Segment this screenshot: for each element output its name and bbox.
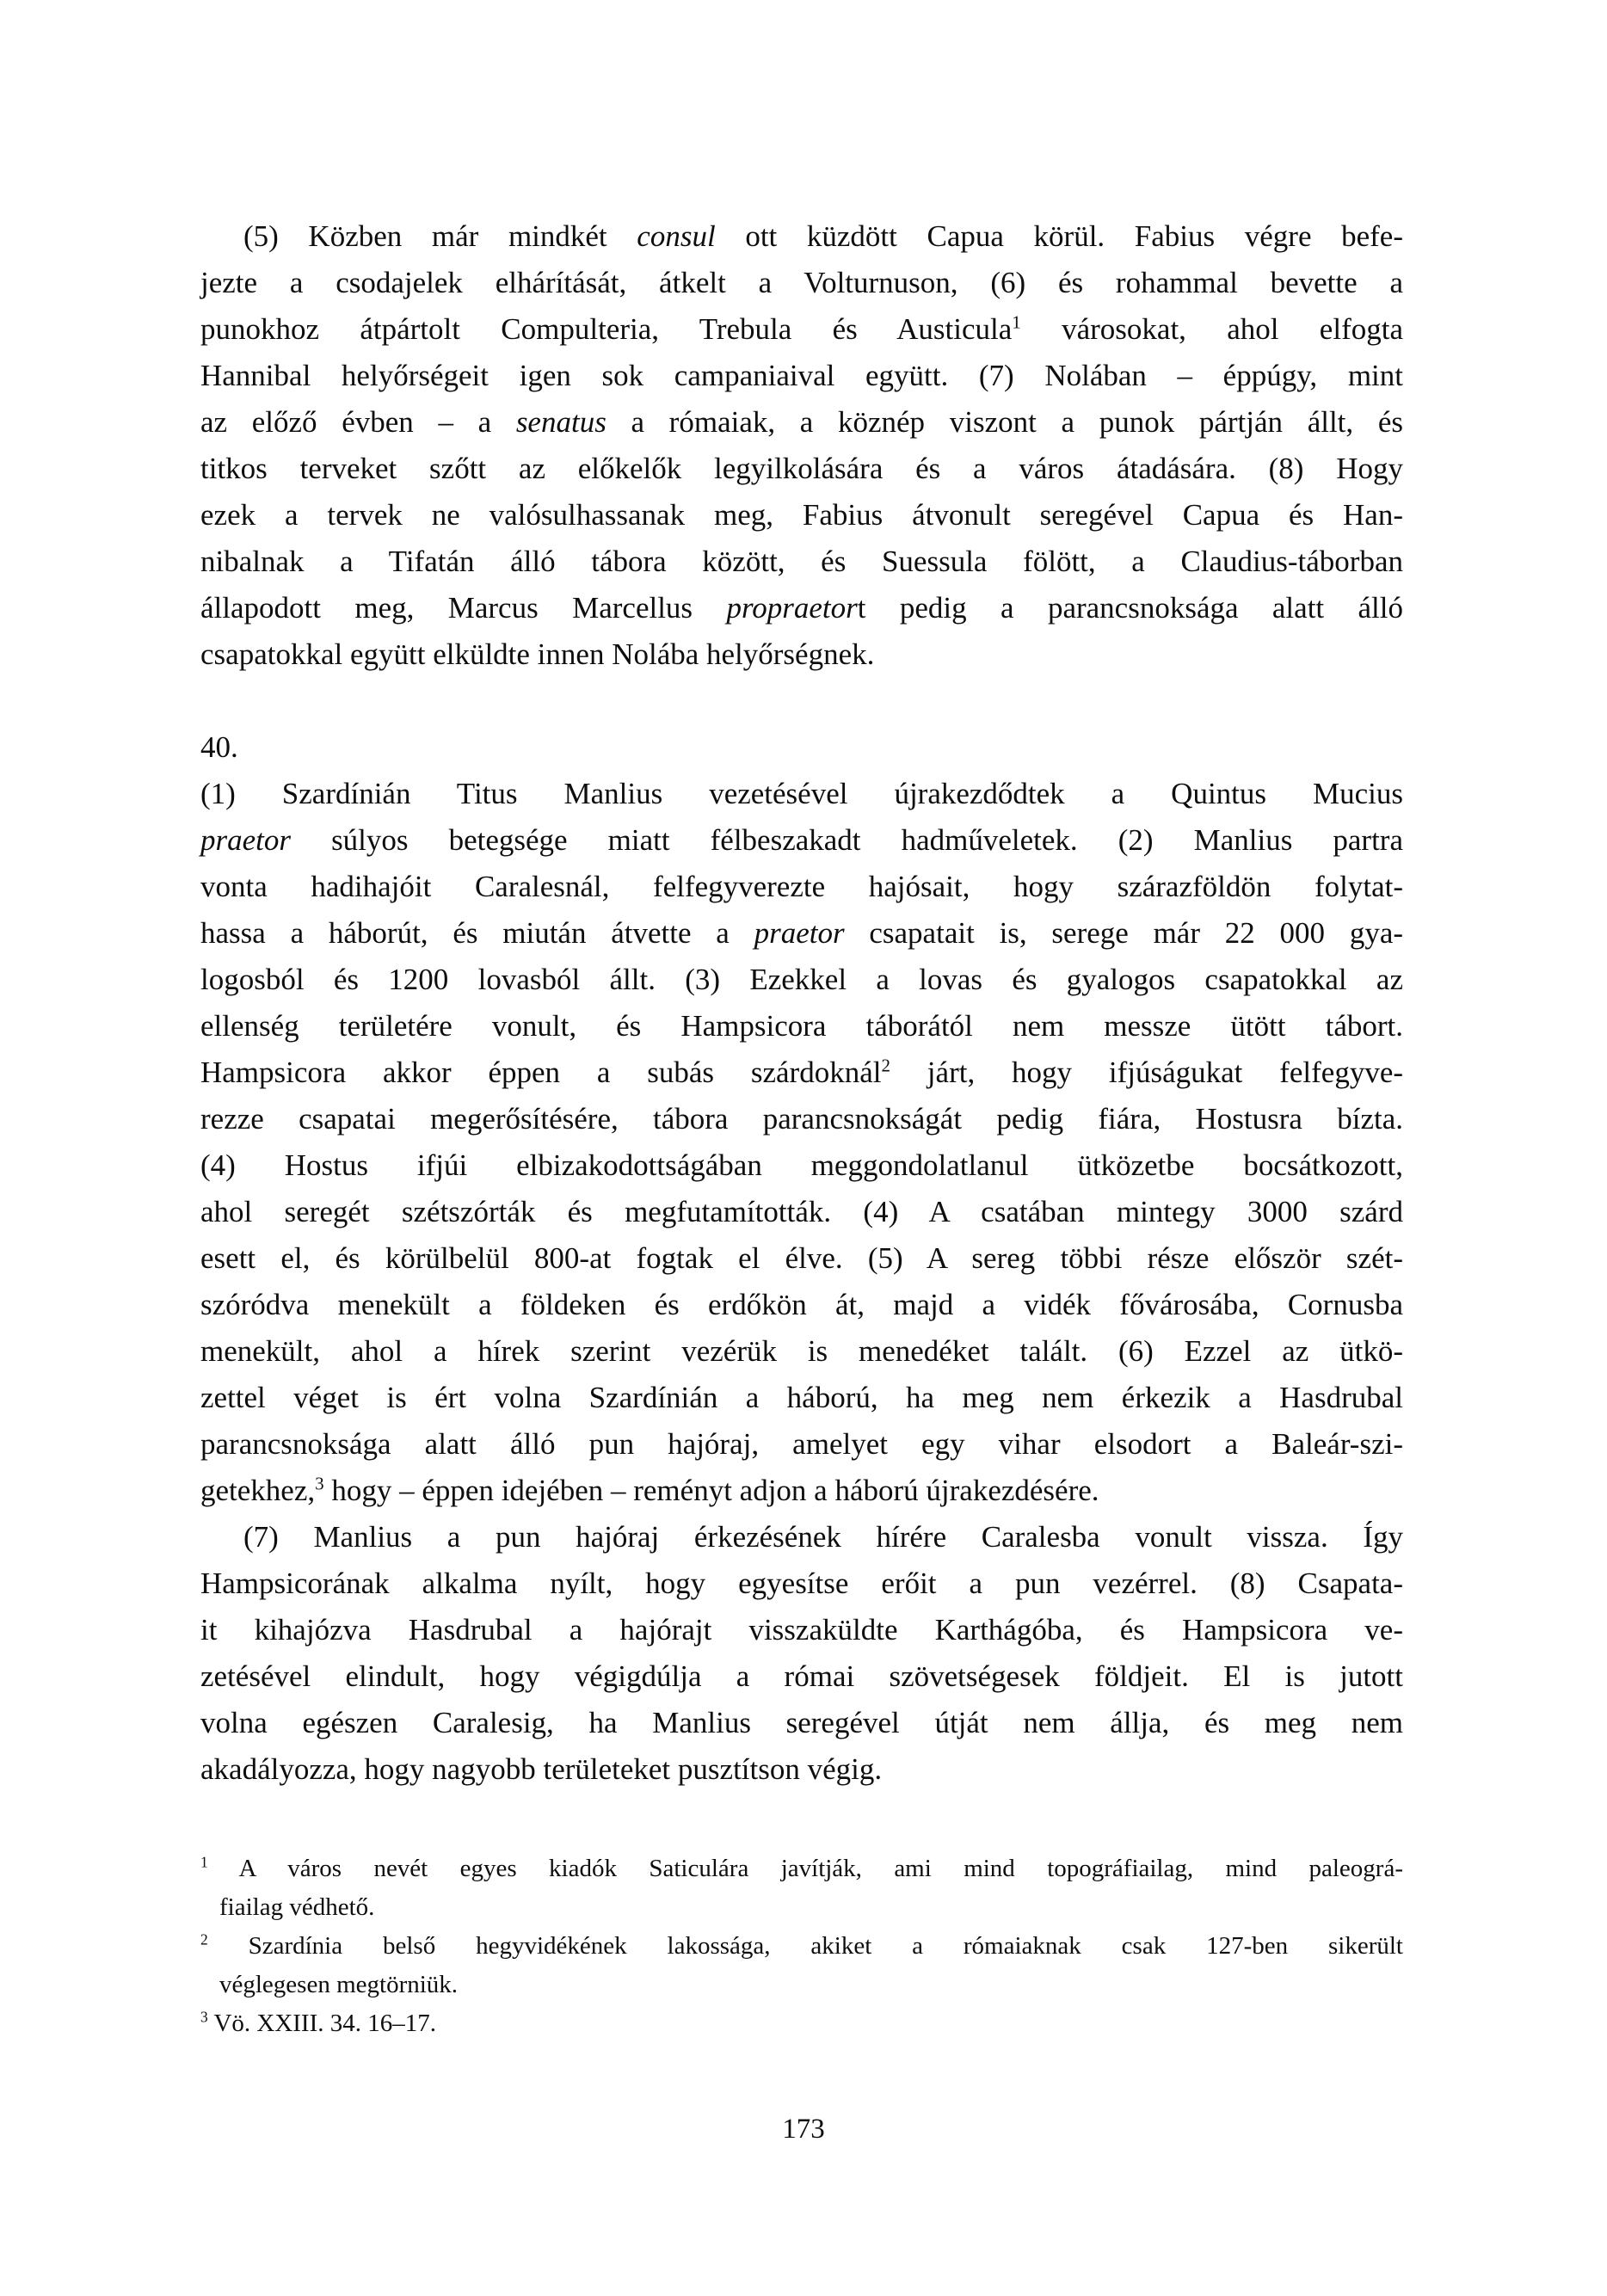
text-line <box>200 1003 1403 1050</box>
text-line <box>200 399 1403 446</box>
footnote: $^3$ Vö. XXIII. 34. 16–17. <box>200 2008 436 2037</box>
footnote-reference: 2 <box>881 1055 890 1076</box>
footnote: $^1$ A város nevét egyes kiadók Saticulára javítják, ami mind topográfiailag, mind paleográ- <box>200 1853 1403 1882</box>
text-line <box>200 631 1403 678</box>
text-line <box>200 1468 1403 1514</box>
text-line <box>200 1142 1403 1189</box>
text-run: vonta hadihajóit Caralesnál, felfegyverezte hajósait, hogy szárazföldön folytat- <box>200 870 1403 903</box>
footnote-marker: 2 <box>200 1930 208 1948</box>
text-run: ellenség területére vonult, és Hampsicora táborától nem messze ütött tábort. <box>200 1009 1403 1043</box>
text-line <box>200 1653 1403 1700</box>
text-line <box>200 1607 1403 1653</box>
latin-term: praetor <box>754 916 845 950</box>
text-run: t pedig a parancsnoksága alatt álló <box>857 591 1404 625</box>
footnote-continuation: fiailag védhető. <box>219 1893 375 1921</box>
text-line <box>200 260 1403 306</box>
text-run: rezze csapatai megerősítésére, tábora parancsnokságát pedig fiára, Hostusra bízta. <box>200 1102 1403 1136</box>
text-run: állapodott meg, Marcus Marcellus <box>200 591 727 625</box>
text-line <box>200 1282 1403 1328</box>
latin-term: propraetor <box>726 591 858 625</box>
text-run: hassa a háborút, és miután átvette a <box>200 916 754 950</box>
text-line <box>200 817 1403 864</box>
text-line <box>200 213 1403 260</box>
text-run: punokhoz átpártolt Compulteria, Trebula és Austicula <box>200 312 1013 346</box>
text-line <box>200 353 1403 399</box>
text-run: (4) Hostus ifjúi elbizakodottságában meggondolatlanul ütközetbe bocsátkozott, <box>200 1148 1403 1182</box>
text-line <box>200 1421 1403 1468</box>
text-run: (5) Közben már mindkét <box>243 219 637 253</box>
text-run: ahol seregét szétszórták és megfutamították. (4) A csatában mintegy 3000 szárd <box>200 1195 1403 1228</box>
text-run: nibalnak a Tifatán álló tábora között, és Suessula fölött, a Claudius-táborban <box>200 545 1403 578</box>
text-run: Hannibal helyőrségeit igen sok campaniaival együtt. (7) Nolában – éppúgy, mint <box>200 359 1403 392</box>
text-run: hogy – éppen idejében – reményt adjon a háború újrakezdésére. <box>323 1474 1099 1507</box>
text-run: csapatait is, serege már 22 000 gya- <box>844 916 1404 950</box>
text-run: logosból és 1200 lovasból állt. (3) Ezekkel a lovas és gyalogos csapatokkal az <box>200 963 1403 996</box>
text-line <box>200 1375 1403 1421</box>
footnote: $^2$ Szardínia belső hegyvidékének lakossága, akiket a rómaiaknak csak 127-ben sikerült <box>200 1930 1403 1960</box>
footnote-reference: 3 <box>315 1473 324 1494</box>
text-line <box>200 1746 1403 1793</box>
text-run: ott küzdött Capua körül. Fabius végre befe- <box>715 219 1403 253</box>
text-line <box>200 306 1403 353</box>
text-run: (7) Manlius a pun hajóraj érkezésének hírére Caralesba vonult vissza. Így <box>243 1520 1403 1554</box>
footnotes-block <box>200 1850 1403 2043</box>
text-run: esett el, és körülbelül 800-at fogtak el élve. (5) A sereg többi része először szét- <box>200 1241 1403 1275</box>
footnote-continuation: véglegesen megtörniük. <box>219 1971 459 1998</box>
text-run: városokat, ahol elfogta <box>1020 312 1403 346</box>
text-line <box>200 1050 1403 1096</box>
text-line <box>200 1514 1403 1560</box>
paragraph-chapter-40-second <box>200 1514 1403 1793</box>
text-run: it kihajózva Hasdrubal a hajórajt visszaküldte Karthágóba, és Hampsicora ve- <box>200 1613 1403 1647</box>
footnote-marker: 3 <box>200 2008 208 2026</box>
text-line <box>200 446 1403 492</box>
text-line <box>200 957 1403 1003</box>
text-run: a rómaiak, a köznép viszont a punok pártján állt, és <box>606 405 1403 439</box>
footnote-reference: 1 <box>1012 311 1021 333</box>
text-run: az előző évben – a <box>200 405 516 439</box>
text-line <box>200 1096 1403 1142</box>
text-run: menekült, ahol a hírek szerint vezérük is menedéket talált. (6) Ezzel az ütkö- <box>200 1334 1403 1368</box>
latin-term: senatus <box>515 405 606 439</box>
text-run: zettel véget is ért volna Szardínián a háború, ha meg nem érkezik a Hasdrubal <box>200 1381 1403 1414</box>
text-line <box>200 1560 1403 1607</box>
text-run: járt, hogy ifjúságukat felfegyve- <box>890 1056 1404 1089</box>
text-run: (1) Szardínián Titus Manlius vezetésével újrakezdődtek a Quintus Mucius <box>200 777 1403 810</box>
text-run: Hampsicora akkor éppen a subás szárdoknál <box>200 1056 882 1089</box>
latin-term: consul <box>637 219 716 253</box>
text-run: parancsnoksága alatt álló pun hajóraj, amelyet egy vihar elsodort a Baleár-szi- <box>200 1427 1403 1461</box>
text-line <box>200 1189 1403 1235</box>
latin-term: praetor <box>200 823 291 857</box>
text-run: zetésével elindult, hogy végigdúlja a római szövetségesek földjeit. El is jutott <box>200 1659 1403 1693</box>
text-block <box>200 213 1403 2043</box>
paragraph-chapter-39 <box>200 213 1403 678</box>
text-run: titkos terveket szőtt az előkelők legyilkolására és a város átadására. (8) Hogy <box>200 452 1403 485</box>
text-run: szóródva menekült a földeken és erdőkön át, majd a vidék fővárosába, Cornusba <box>200 1288 1403 1321</box>
section-heading: 40. <box>200 730 238 764</box>
text-line <box>200 1700 1403 1746</box>
text-run: jezte a csodajelek elhárítását, átkelt a Volturnuson, (6) és rohammal bevette a <box>200 266 1403 299</box>
text-run: csapatokkal együtt elküldte innen Nolába helyőrségnek. <box>200 637 875 671</box>
text-line <box>200 864 1403 910</box>
text-line <box>200 910 1403 957</box>
text-run: getekhez, <box>200 1474 316 1507</box>
text-run: súlyos betegsége miatt félbeszakadt hadműveletek. (2) Manlius partra <box>291 823 1403 857</box>
text-run: ezek a tervek ne valósulhassanak meg, Fabius átvonult seregével Capua és Han- <box>200 498 1403 532</box>
text-line <box>200 539 1403 585</box>
paragraph-chapter-40-first <box>200 771 1403 1514</box>
page-number: 173 <box>782 2114 825 2145</box>
footnote-marker: 1 <box>200 1853 208 1871</box>
text-run: volna egészen Caralesig, ha Manlius seregével útját nem állja, és meg nem <box>200 1706 1403 1739</box>
text-line <box>200 771 1403 817</box>
text-line <box>200 1235 1403 1282</box>
text-run: Hampsicorának alkalma nyílt, hogy egyesítse erőit a pun vezérrel. (8) Csapata- <box>200 1567 1403 1600</box>
text-run: akadályozza, hogy nagyobb területeket pusztítson végig. <box>200 1752 883 1786</box>
text-line <box>200 585 1403 631</box>
text-line <box>200 1328 1403 1375</box>
text-line <box>200 492 1403 539</box>
